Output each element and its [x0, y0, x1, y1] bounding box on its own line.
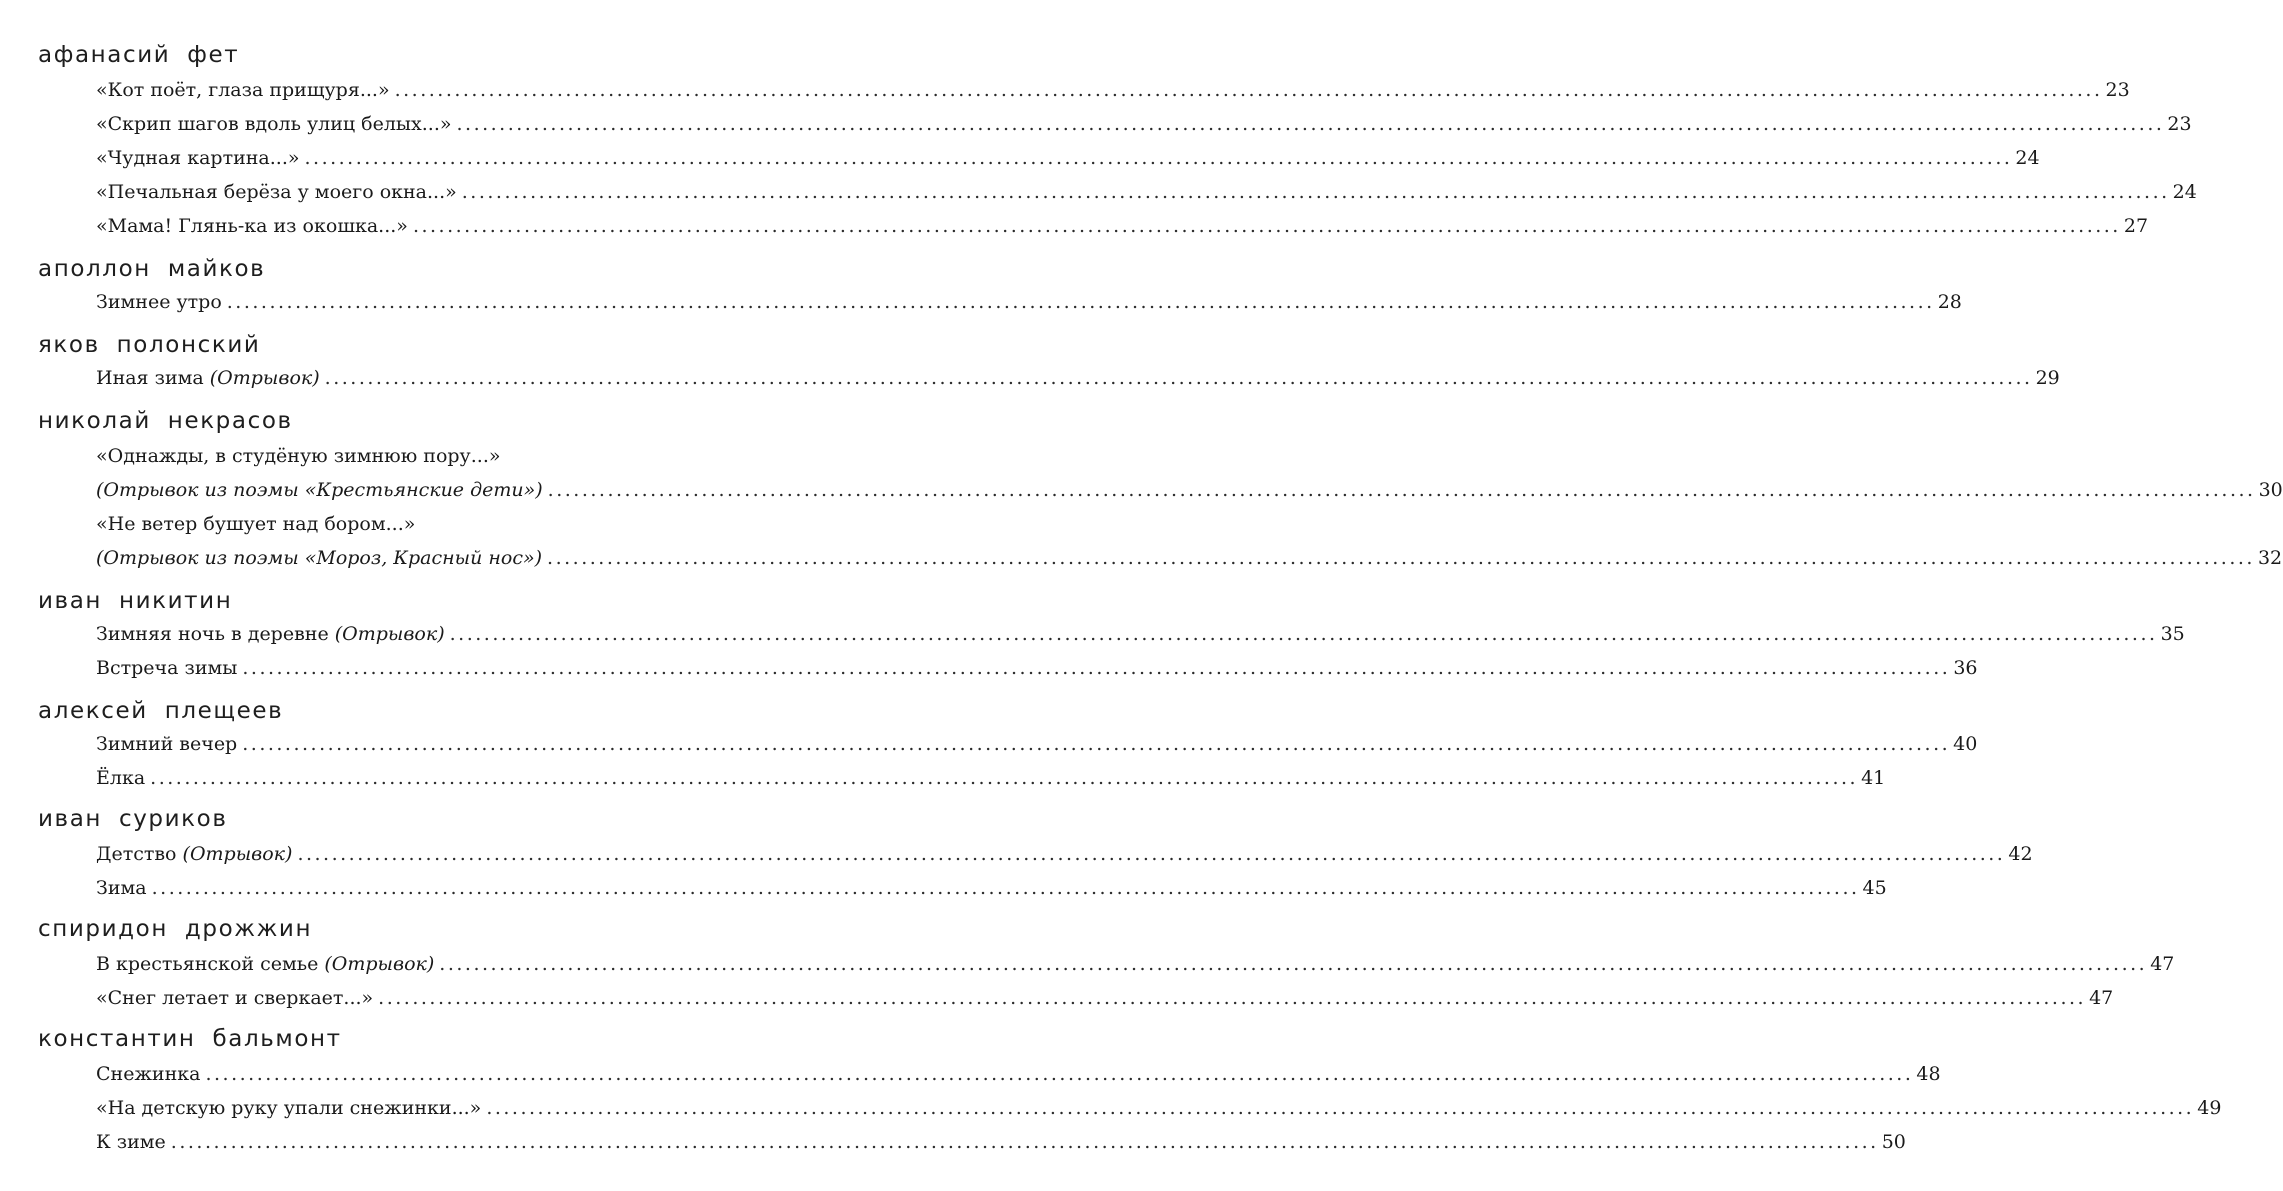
- page-number: 41: [1861, 767, 1886, 789]
- page-number: 24: [2015, 147, 2040, 169]
- toc-entry: [96, 654, 1978, 682]
- page-number: 35: [2160, 623, 2185, 645]
- page-number: 47: [2150, 953, 2175, 975]
- dot-leader: ........................................................................................................................................................................................................: [378, 987, 2087, 1009]
- author-heading: николай некрасов: [38, 408, 293, 434]
- author-heading: афанасий фет: [38, 42, 240, 68]
- toc-entry: [96, 840, 2033, 868]
- dot-leader: ........................................................................................................................................................................................................: [456, 113, 2165, 135]
- toc-entry: [96, 288, 1962, 316]
- dot-leader: ........................................................................................................................................................................................................: [170, 1131, 1879, 1153]
- entry-title: Зимняя ночь в деревне: [96, 623, 335, 645]
- entry-title: Снежинка: [96, 1063, 201, 1085]
- page-number: 23: [2105, 79, 2130, 101]
- page-number: 27: [2123, 215, 2149, 237]
- page-number: 47: [2089, 987, 2114, 1009]
- entry-title: «Скрип шагов вдоль улиц белых...»: [96, 113, 452, 135]
- page-number: 24: [2172, 181, 2197, 203]
- entry-title: Иная зима: [96, 367, 210, 389]
- entry-title: «Снег летает и сверкает...»: [96, 987, 374, 1009]
- page-number: 40: [1953, 733, 1978, 755]
- page-number: 32: [2257, 547, 2283, 569]
- toc-entry: [96, 620, 2185, 648]
- page-number: 36: [1953, 657, 1978, 679]
- dot-leader: ........................................................................................................................................................................................................: [242, 657, 1951, 679]
- page-number: 45: [1862, 877, 1887, 899]
- toc-entry: [96, 1094, 2222, 1122]
- entry-title: «На детскую руку упали снежинки...»: [96, 1097, 482, 1119]
- entry-subtitle: (Отрывок): [209, 367, 320, 389]
- dot-leader: ........................................................................................................................................................................................................: [449, 623, 2158, 645]
- dot-leader: ........................................................................................................................................................................................................: [547, 479, 2256, 501]
- toc-entry: [96, 730, 1978, 758]
- entry-subtitle: (Отрывок): [324, 953, 435, 975]
- entry-title: «Мама! Глянь-ка из окошка...»: [96, 215, 408, 237]
- page-number: 23: [2167, 113, 2192, 135]
- dot-leader: ........................................................................................................................................................................................................: [226, 291, 1935, 313]
- author-heading: аполлон майков: [38, 256, 266, 282]
- entry-title: Встреча зимы: [96, 657, 238, 679]
- toc-entry: [96, 144, 2040, 172]
- toc-entry: [96, 1060, 1941, 1088]
- dot-leader: ........................................................................................................................................................................................................: [324, 367, 2033, 389]
- toc-entry: [96, 950, 2175, 978]
- entry-title: «Однажды, в студёную зимнюю пору...»: [96, 445, 501, 467]
- dot-leader: ........................................................................................................................................................................................................: [242, 733, 1951, 755]
- toc-entry: [96, 984, 2114, 1012]
- entry-title: (Отрывок из поэмы «Крестьянские дети»): [96, 479, 543, 501]
- dot-leader: ........................................................................................................................................................................................................: [304, 147, 2013, 169]
- entry-title: В крестьянской семье: [96, 953, 325, 975]
- page-number: 42: [2008, 843, 2033, 865]
- entry-title: «Чудная картина...»: [96, 147, 300, 169]
- page-number: 48: [1916, 1063, 1941, 1085]
- toc-entry: [96, 178, 2197, 206]
- entry-title: Ёлка: [96, 767, 146, 789]
- dot-leader: ........................................................................................................................................................................................................: [394, 79, 2103, 101]
- page-number: 50: [1881, 1131, 1906, 1153]
- dot-leader: ........................................................................................................................................................................................................: [412, 215, 2121, 237]
- entry-title: «Печальная берёза у моего окна...»: [96, 181, 457, 203]
- author-heading: яков полонский: [38, 332, 261, 358]
- dot-leader: ........................................................................................................................................................................................................: [150, 767, 1859, 789]
- page-number: 49: [2197, 1097, 2222, 1119]
- dot-leader: ........................................................................................................................................................................................................: [439, 953, 2148, 975]
- entry-title: «Не ветер бушует над бором...»: [96, 513, 416, 535]
- toc-entry: [96, 544, 2283, 572]
- author-heading: спиридон дрожжин: [38, 916, 313, 942]
- entry-subtitle: (Отрывок): [334, 623, 445, 645]
- entry-title: Зима: [96, 877, 147, 899]
- author-heading: константин бальмонт: [38, 1026, 342, 1052]
- toc-entry: [96, 76, 2130, 104]
- page-number: 30: [2258, 479, 2283, 501]
- toc-entry: [96, 110, 2192, 138]
- entry-title: К зиме: [96, 1131, 166, 1153]
- entry-title: (Отрывок из поэмы «Мороз, Красный нос»): [96, 547, 543, 569]
- author-heading: алексей плещеев: [38, 698, 284, 724]
- toc-entry: [96, 1128, 1906, 1156]
- entry-subtitle: (Отрывок): [182, 843, 293, 865]
- page-number: 29: [2035, 367, 2060, 389]
- dot-leader: ........................................................................................................................................................................................................: [205, 1063, 1914, 1085]
- dot-leader: ........................................................................................................................................................................................................: [547, 547, 2255, 569]
- dot-leader: ........................................................................................................................................................................................................: [461, 181, 2170, 203]
- entry-title: Зимний вечер: [96, 733, 238, 755]
- dot-leader: ........................................................................................................................................................................................................: [151, 877, 1860, 899]
- entry-title: «Кот поёт, глаза прищуря...»: [96, 79, 390, 101]
- toc-entry: [96, 476, 2283, 504]
- toc-entry: [96, 364, 2060, 392]
- entry-title: Детство: [96, 843, 183, 865]
- author-heading: иван суриков: [38, 806, 228, 832]
- dot-leader: ........................................................................................................................................................................................................: [297, 843, 2006, 865]
- toc-entry: [96, 442, 790, 470]
- toc-entry: [96, 764, 1886, 792]
- page-number: 28: [1937, 291, 1962, 313]
- author-heading: иван никитин: [38, 588, 233, 614]
- toc-entry: [96, 874, 1887, 902]
- entry-title: Зимнее утро: [96, 291, 222, 313]
- dot-leader: ........................................................................................................................................................................................................: [486, 1097, 2195, 1119]
- toc-entry: [96, 510, 790, 538]
- toc-entry: [96, 212, 2149, 240]
